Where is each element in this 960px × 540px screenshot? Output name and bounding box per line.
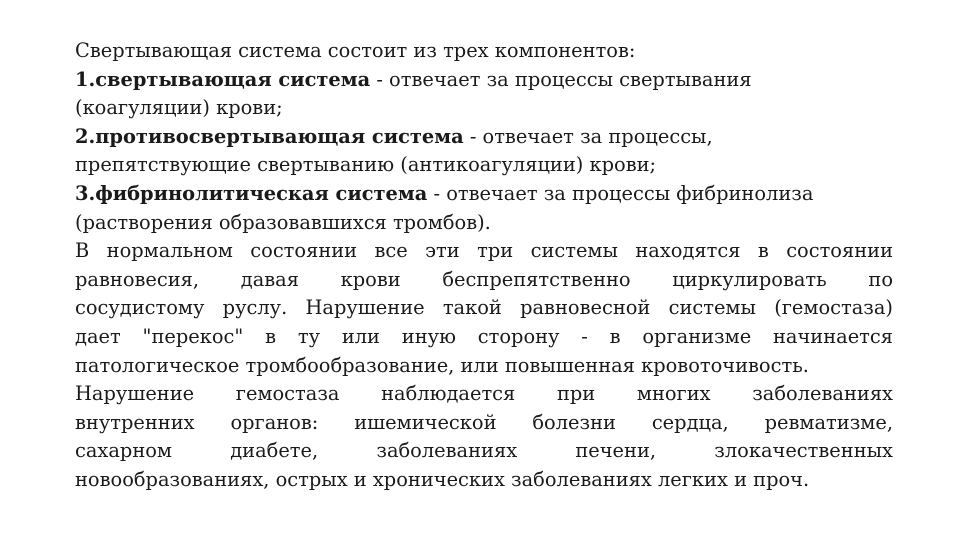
- list-item-continuation: (растворения образовавшихся тромбов).: [75, 210, 491, 234]
- paragraph-line: внутренних органов: ишемической болезни сердца, ревматизме,: [75, 410, 893, 434]
- list-item-continuation: (коагуляции) крови;: [75, 96, 283, 120]
- list-item-term: 1.свертывающая система: [75, 67, 371, 91]
- paragraph-line: дает "перекос" в ту или иную сторону - в организме начинается: [75, 324, 893, 348]
- paragraph-line: равновесия, давая крови беспрепятственно циркулировать по: [75, 267, 893, 291]
- list-item-description: - отвечает за процессы фибринолиза: [427, 181, 814, 205]
- list-item-term: 2.противосвертывающая система: [75, 124, 464, 148]
- list-item-term: 3.фибринолитическая система: [75, 181, 428, 205]
- list-item: [75, 66, 893, 95]
- intro-text: Свертывающая система состоит из трех компонентов:: [75, 39, 636, 62]
- paragraph-line: Нарушение гемостаза наблюдается при многих заболеваниях: [75, 382, 893, 406]
- paragraph-line: сахарном диабете, заболеваниях печени, злокачественных: [75, 439, 893, 463]
- paragraph-line: патологическое тромбообразование, или повышенная кровоточивость.: [75, 353, 809, 377]
- list-item-continuation: препятствующие свертыванию (антикоагуляции) крови;: [75, 153, 657, 177]
- list-item: [75, 180, 893, 209]
- paragraph-line: новообразованиях, острых и хронических заболеваниях легких и проч.: [75, 467, 810, 491]
- paragraph-line: В нормальном состоянии все эти три системы находятся в состоянии: [75, 239, 893, 263]
- slide-body: [75, 37, 893, 495]
- paragraph-line: сосудистому руслу. Нарушение такой равновесной системы (гемостаза): [75, 296, 893, 320]
- list-item: [75, 123, 893, 152]
- list-item-description: - отвечает за процессы свертывания: [370, 67, 752, 91]
- list-item-description: - отвечает за процессы,: [463, 124, 713, 148]
